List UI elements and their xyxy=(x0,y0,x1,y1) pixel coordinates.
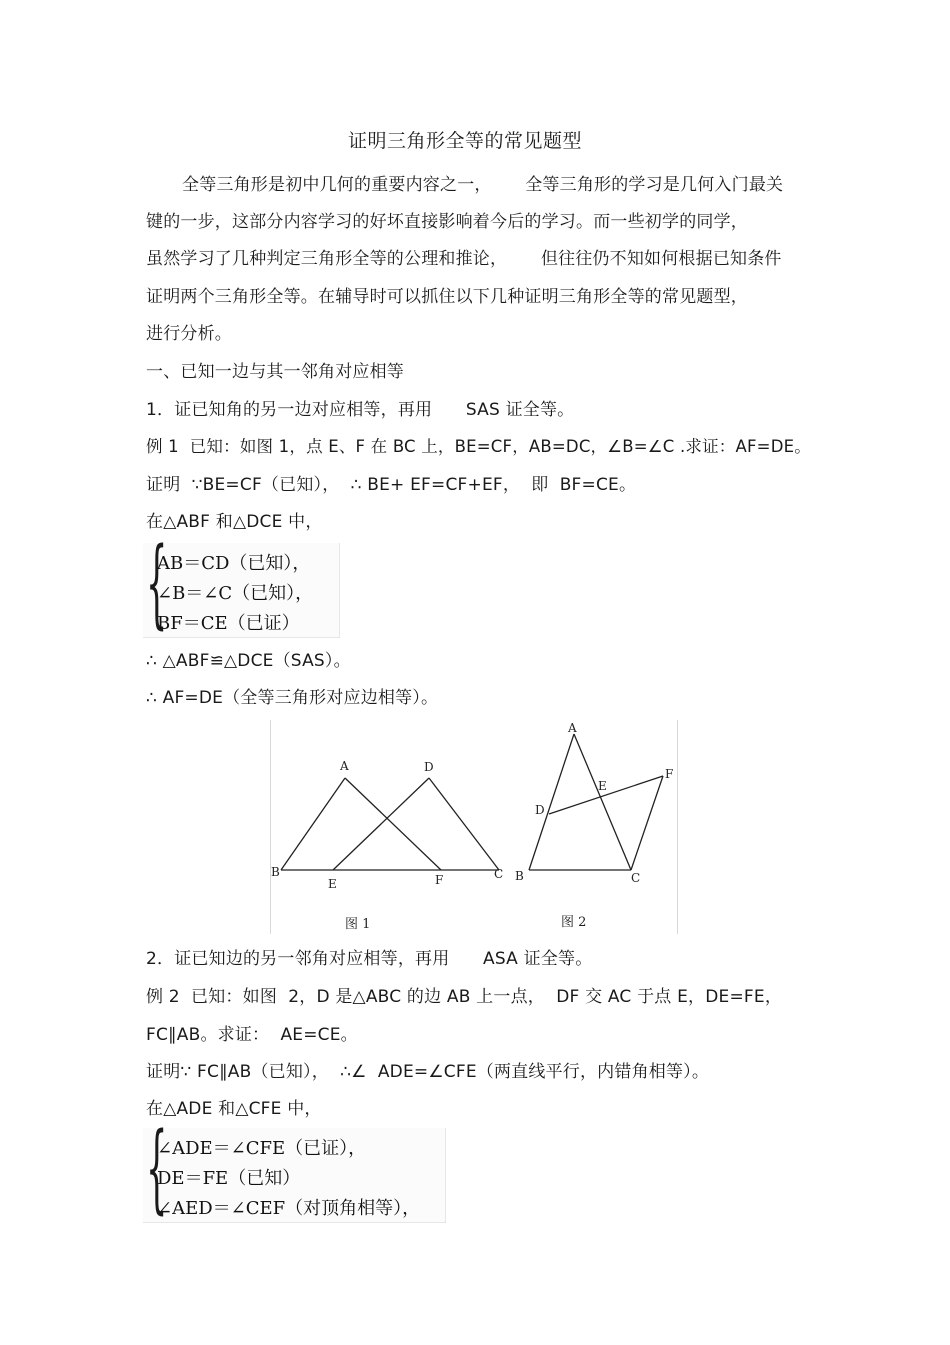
example1-statement: 例 1 已知：如图 1，点 E、F 在 BC 上，BE=CF，AB=DC，∠B=∠C .求证：AF=DE。 xyxy=(146,437,811,456)
equation-system-1 xyxy=(143,527,340,639)
system1-row-2: ∠B＝∠C（已知）， xyxy=(157,583,314,604)
intro-line-3: 虽然学习了几种判定三角形全等的公理和推论， 但往往仍不知如何根据已知条件 xyxy=(146,249,782,269)
system1-row-1: AB＝CD（已知）， xyxy=(157,553,311,574)
fig1-label-d: D xyxy=(424,760,434,774)
left-brace: { xyxy=(146,1112,168,1224)
example1-proof: 证明 ∵BE=CF（已知）， ∴ BE+ EF=CF+EF， 即 BF=CE。 xyxy=(146,475,637,495)
segment-ab xyxy=(281,778,345,870)
fig2-label-f: F xyxy=(665,767,674,781)
example2-proof: 证明∵ FC∥AB（已知）， ∴∠ ADE=∠CFE（两直线平行，内错角相等）。 xyxy=(146,1062,710,1082)
item-heading-1: 1．证已知角的另一边对应相等，再用 SAS 证全等。 xyxy=(146,400,575,420)
fig1-label-c: C xyxy=(494,867,504,881)
page-title: 证明三角形全等的常见题型 xyxy=(347,130,582,152)
intro-line-5: 进行分析。 xyxy=(146,324,232,344)
example2-statement-1: 例 2 已知：如图 2，D 是△ABC 的边 AB 上一点， DF 交 AC 于点 E，DE=FE， xyxy=(146,987,783,1007)
example1-in-triangles: 在△ABF 和△DCE 中， xyxy=(146,512,323,532)
figure-2 xyxy=(529,734,663,870)
segment-dc xyxy=(429,778,499,870)
equation-system-2 xyxy=(143,1112,446,1224)
intro-line-1: 全等三角形是初中几何的重要内容之一， 全等三角形的学习是几何入门最关 xyxy=(182,175,784,195)
fig2-label-a: A xyxy=(568,721,577,735)
fig1-label-a: A xyxy=(340,759,349,773)
geometry-figures xyxy=(271,720,677,934)
fig1-label-b: B xyxy=(271,865,280,879)
system2-row-1: ∠ADE＝∠CFE（已证）， xyxy=(157,1138,367,1159)
segment-ed xyxy=(333,778,429,870)
section-heading-1: 一、已知一边与其一邻角对应相等 xyxy=(146,362,404,382)
left-brace: { xyxy=(146,527,168,639)
intro-line-2: 键的一步，这部分内容学习的好坏直接影响着今后的学习。而一些初学的同学， xyxy=(146,212,748,232)
system1-row-3: BF＝CE（已证） xyxy=(157,613,300,634)
segment-ab2 xyxy=(529,734,574,870)
fig1-label-e: E xyxy=(328,877,337,891)
fig2-label-c: C xyxy=(631,871,641,885)
fig2-label-d: D xyxy=(535,803,545,817)
figure-1 xyxy=(281,778,499,870)
intro-line-4: 证明两个三角形全等。在辅导时可以抓住以下几种证明三角形全等的常见题型， xyxy=(146,287,748,307)
segment-ac2 xyxy=(574,734,631,870)
segment-cf2 xyxy=(631,776,663,870)
segment-af xyxy=(345,778,441,870)
figures-panel xyxy=(270,720,678,934)
system2-row-2: DE＝FE（已知） xyxy=(157,1168,301,1189)
fig1-caption: 图 1 xyxy=(345,917,371,932)
fig2-label-e: E xyxy=(598,779,607,793)
item-heading-2: 2．证已知边的另一邻角对应相等，再用 ASA 证全等。 xyxy=(146,949,593,969)
example2-in-triangles: 在△ADE 和△CFE 中， xyxy=(146,1099,322,1119)
fig1-label-f: F xyxy=(435,873,444,887)
example1-conclusion-2: ∴ AF=DE（全等三角形对应边相等）。 xyxy=(146,688,439,708)
example1-conclusion-1: ∴ △ABF≌△DCE（SAS）。 xyxy=(146,651,351,671)
fig2-label-b: B xyxy=(515,869,524,883)
system2-row-3: ∠AED＝∠CEF（对顶角相等）， xyxy=(157,1198,421,1219)
example2-statement-2: FC∥AB。求证： AE=CE。 xyxy=(146,1025,358,1045)
fig2-caption: 图 2 xyxy=(561,915,587,930)
